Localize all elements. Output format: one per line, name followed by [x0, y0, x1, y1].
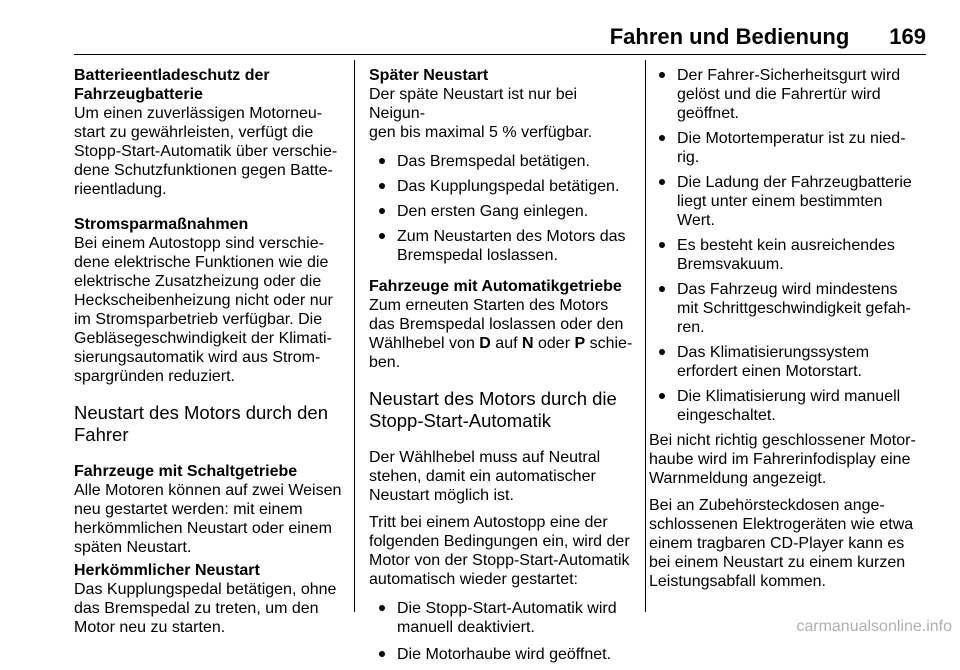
- bullet-icon: [659, 242, 665, 248]
- bullet-icon: [379, 158, 385, 164]
- column-divider-2: [645, 60, 646, 612]
- paragraph-automatic-gearbox: Zum erneuten Starten des Motors das Bremspedal loslassen oder den Wählhebel von D auf N oder P schie- ben.: [369, 297, 633, 371]
- header-divider: [74, 54, 926, 55]
- column-3: [649, 66, 929, 591]
- bullet-icon: [659, 349, 665, 355]
- section-title-automatic-gearbox: Fahrzeuge mit Automatikgetriebe: [369, 278, 622, 295]
- restart-conditions-list: [369, 599, 633, 664]
- paragraph-late-restart: Der späte Neustart ist nur bei Neigun- gen bis maximal 5 % verfügbar.: [369, 86, 593, 141]
- page-header: [74, 24, 926, 50]
- section-title-late-restart: Später Neustart: [369, 67, 489, 84]
- heading-restart-automatic: Neustart des Motors durch die Stopp-Start-Automatik: [369, 388, 617, 431]
- column-1: [74, 66, 342, 637]
- section-title-power-saving: Stromsparmaßnahmen: [74, 216, 249, 233]
- section-title-battery: Batterieentladeschutz der Fahrzeugbatterie: [74, 67, 270, 103]
- section-title-conventional-restart: Herkömmlicher Neustart: [74, 562, 260, 579]
- section-title-manual-gearbox: Fahrzeuge mit Schaltgetriebe: [74, 463, 298, 480]
- bullet-icon: [379, 233, 385, 239]
- list-item: Zum Neustarten des Motors das Bremspedal loslassen.: [369, 227, 633, 265]
- list-item: Die Stopp-Start-Automatik wird manuell deaktiviert.: [369, 599, 633, 637]
- paragraph-power-drop: Bei an Zubehörsteckdosen ange- schlossenen Elektrogeräten wie etwa einem tragbaren CD-Player kann es bei einem Neustart zu einem kurzen Leistungsabfall kommen.: [649, 497, 914, 590]
- bullet-icon: [379, 605, 385, 611]
- column-2: [369, 66, 633, 670]
- page-title: Fahren und Bedienung: [609, 24, 850, 49]
- list-item: Den ersten Gang einlegen.: [369, 202, 633, 221]
- bullet-icon: [379, 208, 385, 214]
- list-item: Es besteht kein ausreichendes Bremsvakuum.: [649, 236, 929, 274]
- heading-restart-driver: Neustart des Motors durch den Fahrer: [74, 402, 328, 445]
- list-item: Das Fahrzeug wird mindestens mit Schrittgeschwindigkeit gefah- ren.: [649, 280, 929, 337]
- bullet-icon: [659, 135, 665, 141]
- paragraph-power-saving: Bei einem Autostopp sind verschie- dene elektrische Funktionen wie die elektrische Zusatzheizung oder die Heckscheibenheizung nicht oder nur im Stromsparbetrieb verfügbar. Die Gebläsegeschwindigkeit der Klimati- sierungsautomatik wird aus Strom- spargründen reduziert.: [74, 235, 333, 385]
- paragraph-hood-warning: Bei nicht richtig geschlossener Motor- haube wird im Fahrerinfodisplay eine Warnmeldung angezeigt.: [649, 432, 916, 487]
- bullet-icon: [379, 183, 385, 189]
- paragraph-conventional-restart: Das Kupplungspedal betätigen, ohne das Bremspedal zu treten, um den Motor neu zu starten.: [74, 581, 337, 636]
- list-item: Die Motorhaube wird geöffnet.: [369, 645, 633, 664]
- page-number: 169: [889, 24, 926, 49]
- list-item: Das Klimatisierungssystem erfordert einen Motorstart.: [649, 343, 929, 381]
- paragraph-neutral: Der Wählhebel muss auf Neutral stehen, damit ein automatischer Neustart möglich ist.: [369, 449, 601, 504]
- column-divider-1: [354, 60, 355, 612]
- bullet-icon: [659, 286, 665, 292]
- bullet-icon: [659, 72, 665, 78]
- paragraph-battery: Um einen zuverlässigen Motorneu- start zu gewährleisten, verfügt die Stopp-Start-Automatik über verschie- dene Schutzfunktionen gegen Batte- rieentladung.: [74, 105, 338, 198]
- list-item: Die Ladung der Fahrzeugbatterie liegt unter einem bestimmten Wert.: [649, 173, 929, 230]
- paragraph-manual-gearbox: Alle Motoren können auf zwei Weisen neu gestartet werden: mit einem herkömmlichen Neustart oder einem späten Neustart.: [74, 482, 342, 556]
- bullet-icon: [659, 179, 665, 185]
- list-item: Das Kupplungspedal betätigen.: [369, 177, 633, 196]
- list-item: Die Klimatisierung wird manuell eingeschaltet.: [649, 387, 929, 425]
- list-item: Die Motortemperatur ist zu nied- rig.: [649, 129, 929, 167]
- bullet-icon: [659, 393, 665, 399]
- watermark: carmanualsonline.info: [796, 618, 952, 635]
- paragraph-conditions: Tritt bei einem Autostopp eine der folgenden Bedingungen ein, wird der Motor von der Stopp-Start-Automatik automatisch wieder gestartet:: [369, 514, 630, 588]
- list-item: Der Fahrer-Sicherheitsgurt wird gelöst und die Fahrertür wird geöffnet.: [649, 66, 929, 123]
- late-restart-steps: [369, 152, 633, 265]
- restart-conditions-list-continued: [649, 66, 929, 425]
- bullet-icon: [379, 651, 385, 657]
- list-item: Das Bremspedal betätigen.: [369, 152, 633, 171]
